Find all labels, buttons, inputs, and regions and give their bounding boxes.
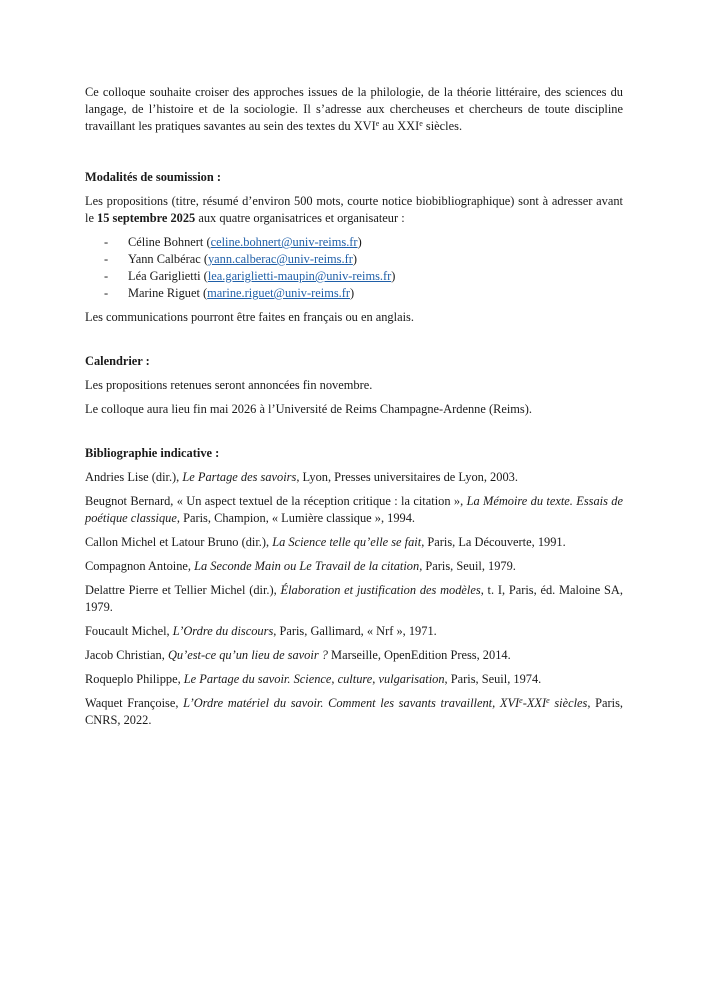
email-link[interactable]: marine.riguet@univ-reims.fr xyxy=(207,286,350,300)
contact-close: ) xyxy=(350,286,355,300)
bib-separator: , xyxy=(372,672,379,686)
bib-entry xyxy=(85,582,623,616)
bib-sup: e xyxy=(519,696,523,705)
contact-close: ) xyxy=(391,269,396,283)
intro-sup-2: e xyxy=(419,119,423,128)
contact-name: Yann Calbérac ( xyxy=(128,252,208,266)
bib-publisher: , Paris, Seuil, 1974. xyxy=(444,672,542,686)
bibliography-heading: Bibliographie indicative : xyxy=(85,446,220,460)
list-dash: - xyxy=(104,269,109,283)
submission-heading: Modalités de soumission : xyxy=(85,170,221,184)
calendar-heading: Calendrier : xyxy=(85,354,150,368)
contact-name: Marine Riguet ( xyxy=(128,286,208,300)
bib-entry xyxy=(85,623,623,640)
bib-author: Andries Lise (dir.), xyxy=(85,470,183,484)
bib-title: Le Partage des savoirs xyxy=(182,470,297,484)
bib-title: L’Ordre matériel du savoir. Comment les savants travaillent, XVI xyxy=(183,696,520,710)
contact-item xyxy=(85,268,623,285)
intro-sup-1: e xyxy=(375,119,380,128)
bib-title: La Mémoire du texte. Essais de poétique classique xyxy=(85,494,623,525)
list-dash: - xyxy=(104,286,109,300)
calendar-line-1: Les propositions retenues seront annoncées fin novembre. xyxy=(85,378,373,392)
languages-note: Les communications pourront être faites en français ou en anglais. xyxy=(85,310,414,324)
submission-deadline: 15 septembre 2025 xyxy=(97,211,196,225)
bib-author: Jacob Christian, xyxy=(85,648,168,662)
contact-item xyxy=(85,251,623,268)
bib-author: Roqueplo Philippe, xyxy=(85,672,184,686)
bib-entry xyxy=(85,493,623,527)
submission-paragraph xyxy=(85,193,623,227)
bib-author: Beugnot Bernard, « Un aspect textuel de la réception critique : la citation », xyxy=(85,494,467,508)
list-dash: - xyxy=(104,252,109,266)
bib-publisher: Marseille, OpenEdition Press, 2014. xyxy=(327,648,511,662)
intro-text-3: siècles. xyxy=(422,119,463,133)
bibliography-section xyxy=(85,445,623,729)
email-link[interactable]: celine.bohnert@univ-reims.fr xyxy=(210,235,358,249)
bib-entry xyxy=(85,647,623,664)
bib-author: Delattre Pierre et Tellier Michel (dir.), xyxy=(85,583,281,597)
bib-title: culture xyxy=(337,672,373,686)
bib-separator: , xyxy=(331,672,338,686)
intro-text-2: au XXI xyxy=(379,119,420,133)
intro-paragraph xyxy=(85,84,623,135)
bib-title: siècles xyxy=(549,696,588,710)
contact-item xyxy=(85,285,623,302)
bib-title: La Science telle qu’elle se fait xyxy=(272,535,422,549)
bib-title: vulgarisation xyxy=(378,672,445,686)
section-gap xyxy=(85,425,623,445)
contacts-list xyxy=(85,234,623,302)
bib-publisher: , t. I, Paris, éd. Maloine SA, 1979. xyxy=(85,583,623,614)
contact-item xyxy=(85,234,623,251)
calendar-line-2: Le colloque aura lieu fin mai 2026 à l’Université de Reims Champagne-Ardenne (Reims). xyxy=(85,402,532,416)
contact-close: ) xyxy=(357,235,362,249)
contact-name: Céline Bohnert ( xyxy=(128,235,211,249)
submission-text-1: Les propositions (titre, résumé d’environ 500 mots, courte notice biobibliographique) sont à adresser avant le xyxy=(85,194,623,225)
list-dash: - xyxy=(104,235,109,249)
bib-entry xyxy=(85,558,623,575)
bib-title: L’Ordre du discours xyxy=(172,624,274,638)
contact-name: Léa Gariglietti ( xyxy=(128,269,208,283)
bib-entry xyxy=(85,534,623,551)
bib-entry xyxy=(85,695,623,729)
email-link[interactable]: yann.calberac@univ-reims.fr xyxy=(207,252,353,266)
intro-text-1: Ce colloque souhaite croiser des approches issues de la philologie, de la théorie littéraire, des sciences du langage, de l’histoire et de la sociologie. Il s’adresse aux chercheuses et chercheurs de toute discipline travaillant les pratiques savantes au sein des textes du XVI xyxy=(85,85,623,133)
bib-title: Le Partage du savoir. Science xyxy=(183,672,332,686)
bib-title: La Seconde Main ou Le Travail de la citation xyxy=(194,559,420,573)
bib-publisher: , Paris, Gallimard, « Nrf », 1971. xyxy=(273,624,437,638)
email-link[interactable]: lea.gariglietti-maupin@univ-reims.fr xyxy=(207,269,392,283)
bib-author: Compagnon Antoine, xyxy=(85,559,195,573)
bib-publisher: , Paris, Seuil, 1979. xyxy=(419,559,516,573)
bib-publisher: , Lyon, Presses universitaires de Lyon, 2003. xyxy=(296,470,518,484)
bib-author: Foucault Michel, xyxy=(85,624,173,638)
bib-entry xyxy=(85,671,623,688)
bib-publisher: , Paris, Champion, « Lumière classique », 1994. xyxy=(176,511,416,525)
section-gap xyxy=(85,333,623,353)
submission-text-2: aux quatre organisatrices et organisateur : xyxy=(195,211,405,225)
bib-title: Qu’est-ce qu’un lieu de savoir ? xyxy=(167,648,328,662)
bib-author: Callon Michel et Latour Bruno (dir.), xyxy=(85,535,273,549)
bib-title: Élaboration et justification des modèles xyxy=(280,583,481,597)
bib-sup: e xyxy=(546,696,550,705)
bib-title: -XXI xyxy=(522,696,547,710)
bib-publisher: , Paris, CNRS, 2022. xyxy=(85,696,624,727)
bib-publisher: , Paris, La Découverte, 1991. xyxy=(421,535,566,549)
bib-entry xyxy=(85,469,623,486)
contact-close: ) xyxy=(352,252,357,266)
bib-author: Waquet Françoise, xyxy=(85,696,184,710)
